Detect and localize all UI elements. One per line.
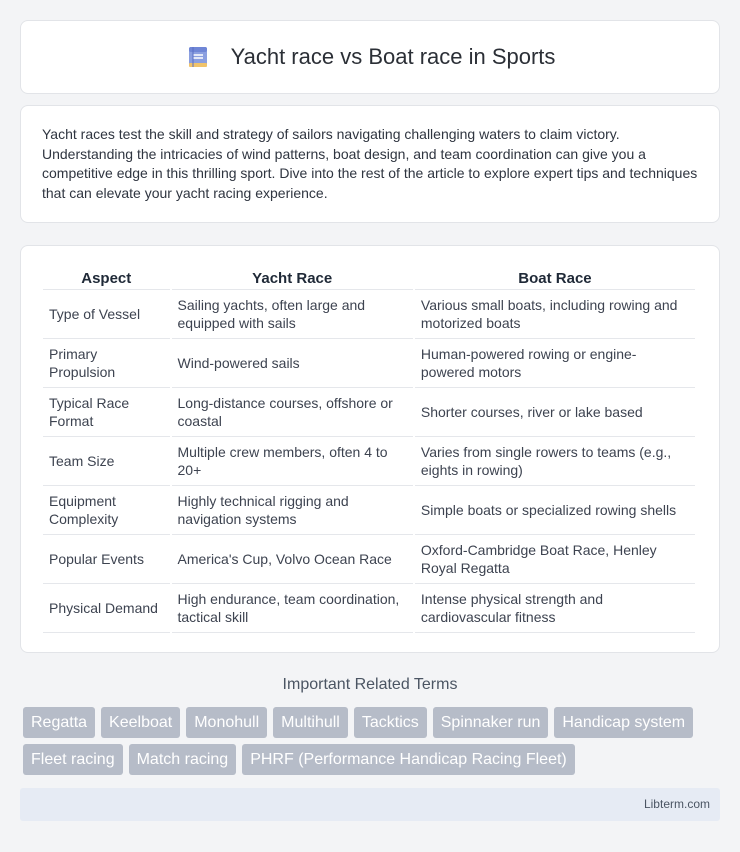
cell-boat: Various small boats, including rowing and motorized boats xyxy=(415,290,695,339)
cell-boat: Human-powered rowing or engine-powered motors xyxy=(415,339,695,388)
comparison-table xyxy=(41,264,697,633)
cell-boat: Shorter courses, river or lake based xyxy=(415,388,695,437)
cell-aspect: Equipment Complexity xyxy=(43,486,170,535)
tag-multihull[interactable]: Multihull xyxy=(273,707,348,738)
cell-yacht: Sailing yachts, often large and equipped with sails xyxy=(172,290,413,339)
tag-fleet-racing[interactable]: Fleet racing xyxy=(23,744,123,775)
cell-boat: Oxford-Cambridge Boat Race, Henley Royal Regatta xyxy=(415,535,695,584)
book-icon xyxy=(185,44,211,70)
comparison-card xyxy=(20,245,720,653)
related-terms-title: Important Related Terms xyxy=(282,676,458,693)
header-boat-race: Boat Race xyxy=(415,264,695,290)
table-row xyxy=(43,535,695,584)
cell-aspect: Team Size xyxy=(43,437,170,486)
cell-yacht: America's Cup, Volvo Ocean Race xyxy=(172,535,413,584)
table-header-row xyxy=(43,264,695,290)
footer xyxy=(20,788,720,821)
cell-aspect: Primary Propulsion xyxy=(43,339,170,388)
intro-card xyxy=(20,105,720,223)
tag-keelboat[interactable]: Keelboat xyxy=(101,707,180,738)
header-aspect: Aspect xyxy=(43,264,170,290)
table-row xyxy=(43,290,695,339)
tag-match-racing[interactable]: Match racing xyxy=(129,744,237,775)
table-row xyxy=(43,339,695,388)
intro-paragraph: Yacht races test the skill and strategy of sailors navigating challenging waters to claim victory. Understanding the intricacies of wind patterns, boat design, and team coordination can give you a competitive edge in this thrilling sport. Dive into the rest of the article to explore expert tips and techniques that can elevate your yacht racing experience. xyxy=(42,126,698,201)
tag-spinnaker-run[interactable]: Spinnaker run xyxy=(433,707,549,738)
table-row xyxy=(43,388,695,437)
table-row xyxy=(43,584,695,633)
cell-boat: Varies from single rowers to teams (e.g., eights in rowing) xyxy=(415,437,695,486)
table-row xyxy=(43,437,695,486)
cell-aspect: Popular Events xyxy=(43,535,170,584)
cell-yacht: High endurance, team coordination, tactical skill xyxy=(172,584,413,633)
tag-phrf[interactable]: PHRF (Performance Handicap Racing Fleet) xyxy=(242,744,575,775)
tag-handicap-system[interactable]: Handicap system xyxy=(554,707,693,738)
header-yacht-race: Yacht Race xyxy=(172,264,413,290)
footer-site-link[interactable]: Libterm.com xyxy=(643,797,710,811)
cell-boat: Simple boats or specialized rowing shells xyxy=(415,486,695,535)
tag-tacktics[interactable]: Tacktics xyxy=(354,707,427,738)
cell-yacht: Highly technical rigging and navigation systems xyxy=(172,486,413,535)
page-title: Yacht race vs Boat race in Sports xyxy=(230,44,556,69)
cell-yacht: Long-distance courses, offshore or coastal xyxy=(172,388,413,437)
tag-monohull[interactable]: Monohull xyxy=(186,707,267,738)
cell-yacht: Wind-powered sails xyxy=(172,339,413,388)
cell-aspect: Type of Vessel xyxy=(43,290,170,339)
cell-boat: Intense physical strength and cardiovascular fitness xyxy=(415,584,695,633)
cell-aspect: Typical Race Format xyxy=(43,388,170,437)
tag-regatta[interactable]: Regatta xyxy=(23,707,95,738)
title-card xyxy=(20,20,720,94)
cell-yacht: Multiple crew members, often 4 to 20+ xyxy=(172,437,413,486)
related-terms-list xyxy=(23,707,713,781)
cell-aspect: Physical Demand xyxy=(43,584,170,633)
table-row xyxy=(43,486,695,535)
